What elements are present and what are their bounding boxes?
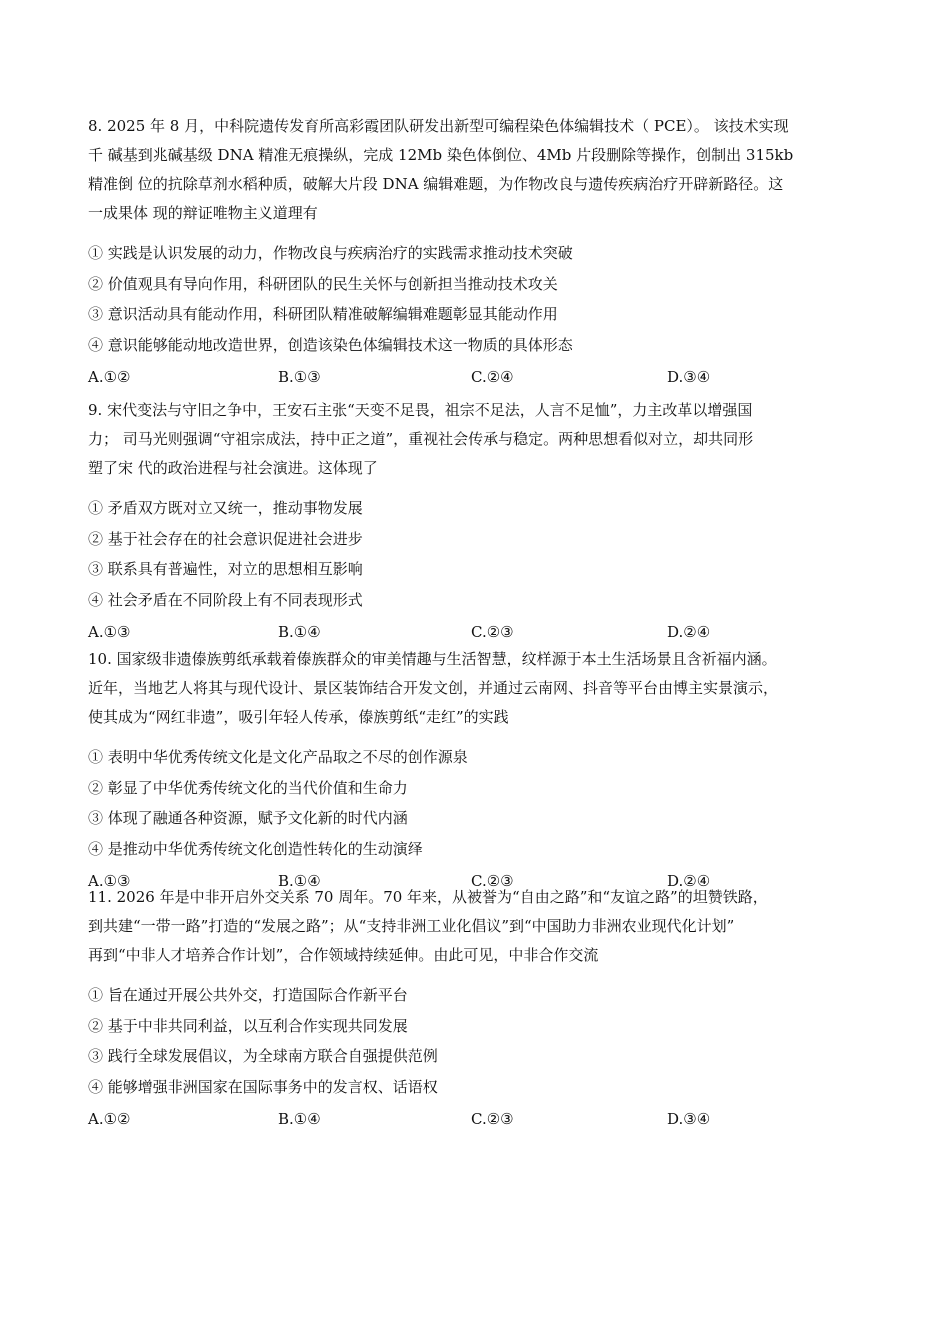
stem-line: 一成果体 现的辩证唯物主义道理有	[88, 204, 318, 222]
statement-item: ① 实践是认识发展的动力，作物改良与疾病治疗的实践需求推动技术突破	[88, 244, 573, 262]
stem-line: 精准倒 位的抗除草剂水稻种质，破解大片段 DNA 编辑难题，为作物改良与遗传疾病治疗开辟新路径。这	[88, 175, 784, 193]
statement-item: ② 彰显了中华优秀传统文化的当代价值和生命力	[88, 778, 408, 797]
option-a: A.①②	[88, 1110, 131, 1128]
option-d: D.③④	[667, 368, 711, 386]
stem-line: 11. 2026 年是中非开启外交关系 70 周年。70 年来，从被誉为“自由之路”和“友谊之路”的坦赞铁路，	[88, 888, 768, 906]
option-a: A.①②	[88, 368, 131, 386]
statement-list	[88, 742, 868, 864]
answer-options	[88, 617, 868, 647]
stem-line: 再到“中非人才培养合作计划”，合作领域持续延伸。由此可见，中非合作交流	[88, 946, 599, 964]
stem-line: 千 碱基到兆碱基级 DNA 精准无痕操纵，完成 12Mb 染色体倒位、4Mb 片段删除等操作，创制出 315kb	[88, 146, 794, 164]
option-c: C.②③	[471, 872, 514, 890]
statement-item: ④ 能够增强非洲国家在国际事务中的发言权、话语权	[88, 1077, 438, 1096]
statement-item: ③ 体现了融通各种资源，赋予文化新的时代内涵	[88, 809, 408, 827]
stem-line: 塑了宋 代的政治进程与社会演进。这体现了	[88, 459, 378, 477]
stem-line: 到共建“一带一路”打造的“发展之路”；从“支持非洲工业化倡议”到“中国助力非洲农业现代化计划”	[88, 917, 735, 935]
option-a: A.①③	[88, 872, 131, 890]
option-d: D.②④	[667, 872, 711, 890]
question-stem	[88, 645, 868, 732]
stem-line: 10. 国家级非遗傣族剪纸承载着傣族群众的审美情趣与生活智慧，纹样源于本土生活场景且含祈福内涵。	[88, 650, 777, 668]
statement-item: ④ 意识能够能动地改造世界，创造该染色体编辑技术这一物质的具体形态	[88, 335, 573, 354]
statement-list	[88, 980, 868, 1102]
option-d: D.②④	[667, 623, 711, 641]
option-b: B.①④	[278, 623, 321, 641]
statement-item: ① 矛盾双方既对立又统一，推动事物发展	[88, 499, 363, 517]
option-b: B.①④	[278, 1110, 321, 1128]
answer-options	[88, 362, 868, 392]
statement-item: ④ 社会矛盾在不同阶段上有不同表现形式	[88, 590, 363, 609]
statement-item: ① 表明中华优秀传统文化是文化产品取之不尽的创作源泉	[88, 748, 468, 766]
question-10	[88, 645, 868, 896]
stem-line: 使其成为“网红非遗”，吸引年轻人传承，傣族剪纸“走红”的实践	[88, 708, 509, 726]
question-8	[88, 112, 868, 392]
stem-line: 9. 宋代变法与守旧之争中，王安石主张“天变不足畏，祖宗不足法，人言不足恤”，力主改革以增强国	[88, 401, 753, 419]
statement-list	[88, 238, 868, 360]
option-a: A.①③	[88, 623, 131, 641]
statement-item: ② 基于社会存在的社会意识促进社会进步	[88, 529, 363, 548]
option-c: C.②③	[471, 1110, 514, 1128]
statement-item: ③ 践行全球发展倡议，为全球南方联合自强提供范例	[88, 1047, 438, 1065]
option-b: B.①③	[278, 368, 321, 386]
statement-item: ④ 是推动中华优秀传统文化创造性转化的生动演绎	[88, 839, 423, 858]
question-stem	[88, 396, 868, 483]
statement-item: ③ 意识活动具有能动作用，科研团队精准破解编辑难题彰显其能动作用	[88, 305, 558, 323]
question-stem	[88, 883, 868, 970]
option-c: C.②③	[471, 623, 514, 641]
statement-item: ③ 联系具有普遍性，对立的思想相互影响	[88, 560, 363, 578]
question-stem	[88, 112, 868, 228]
statement-item: ② 价值观具有导向作用，科研团队的民生关怀与创新担当推动技术攻关	[88, 274, 558, 293]
question-11	[88, 883, 868, 1134]
stem-line: 近年，当地艺人将其与现代设计、景区装饰结合开发文创，并通过云南网、抖音等平台由博主实景演示，	[88, 679, 779, 697]
option-d: D.③④	[667, 1110, 711, 1128]
stem-line: 力； 司马光则强调“守祖宗成法，持中正之道”，重视社会传承与稳定。两种思想看似对立，却共同形	[88, 430, 754, 448]
question-9	[88, 396, 868, 647]
statement-item: ② 基于中非共同利益，以互利合作实现共同发展	[88, 1016, 408, 1035]
stem-line: 8. 2025 年 8 月，中科院遗传发育所高彩霞团队研发出新型可编程染色体编辑技术（ PCE）。 该技术实现	[88, 117, 789, 135]
statement-item: ① 旨在通过开展公共外交，打造国际合作新平台	[88, 986, 408, 1004]
statement-list	[88, 493, 868, 615]
option-b: B.①④	[278, 872, 321, 890]
answer-options	[88, 1104, 868, 1134]
option-c: C.②④	[471, 368, 514, 386]
